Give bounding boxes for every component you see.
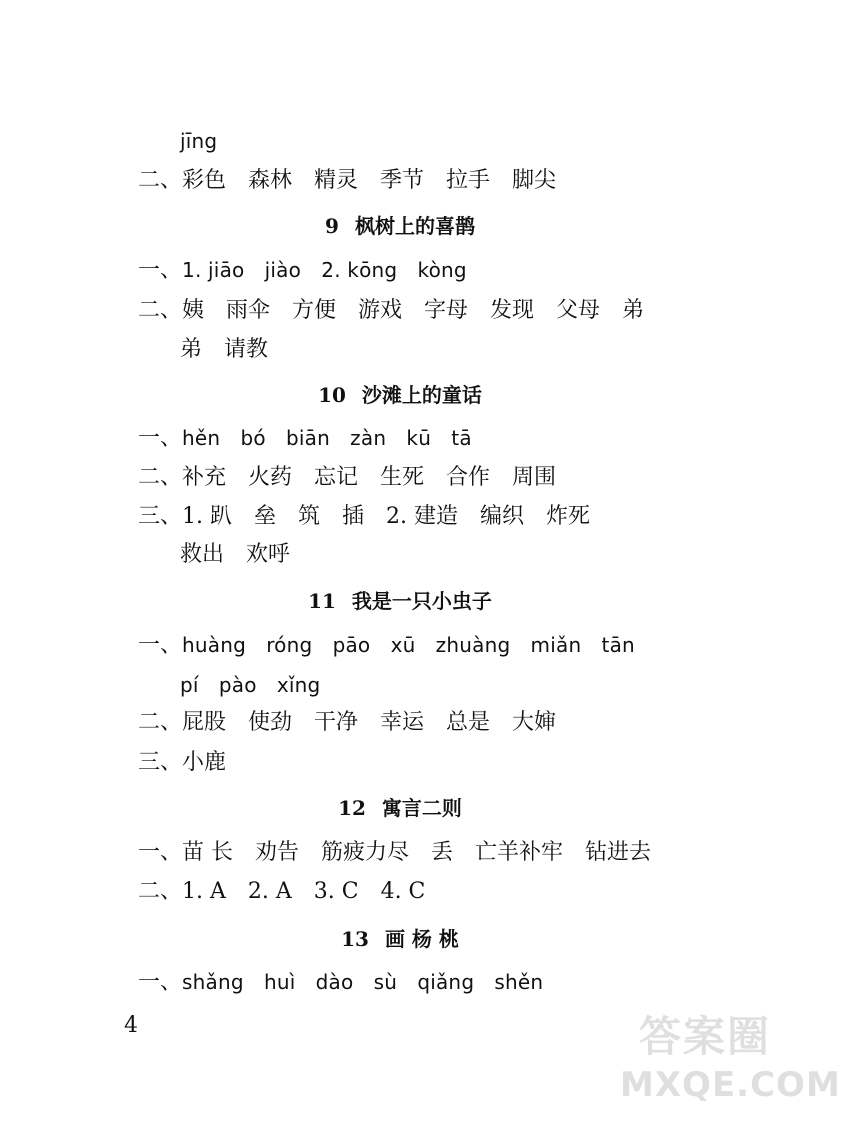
question-label: 一、: [138, 258, 183, 283]
answer-text: 屁股 使劲 干净 幸运 总是 大婶: [182, 710, 557, 735]
question-label: 二、: [138, 879, 183, 904]
question-label: 二、: [138, 710, 183, 735]
answer-line-11-1-cont: pí pào xǐng: [180, 673, 321, 697]
lesson-name: 我是一只小虫子: [351, 589, 492, 613]
watermark-bottom-text: MXQE.COM: [620, 1065, 841, 1105]
lesson-title-11: [0, 587, 800, 615]
pinyin-jing: jīng: [180, 129, 218, 153]
answer-text: huàng róng pāo xū zhuàng miǎn tān: [182, 633, 635, 657]
answer-line-13-1: [138, 967, 543, 998]
question-label: 三、: [138, 750, 183, 775]
answer-line-11-3: [138, 748, 226, 778]
lesson-number: 11: [308, 589, 336, 613]
answer-text: 姨 雨伞 方便 游戏 字母 发现 父母 弟: [182, 298, 645, 323]
question-label: 二、: [138, 168, 183, 193]
question-label: 二、: [138, 298, 183, 323]
answer-text: 1. jiāo jiào 2. kōng kòng: [182, 258, 467, 282]
question-label: 二、: [138, 465, 183, 490]
lesson-title-13: [0, 925, 800, 953]
answer-line-10-1: [138, 423, 472, 454]
lesson-name: 寓言二则: [381, 796, 462, 820]
answer-text: 补充 火药 忘记 生死 合作 周围: [182, 465, 557, 490]
lesson-number: 9: [325, 214, 339, 238]
answer-text: shǎng huì dào sù qiǎng shěn: [182, 970, 544, 994]
answer-line-9-1: [138, 255, 467, 286]
answer-line-colors: [138, 166, 556, 196]
lesson-title-10: [0, 381, 800, 409]
lesson-title-12: [0, 794, 800, 822]
question-label: 一、: [138, 840, 183, 865]
answer-line-12-1: [138, 838, 651, 868]
answer-line-9-2: [138, 296, 644, 326]
answer-text: 小鹿: [182, 750, 227, 775]
watermark-logo: [620, 1012, 841, 1116]
answer-line-10-3-cont: 救出 欢呼: [180, 542, 291, 567]
question-label: 一、: [138, 970, 183, 995]
lesson-name: 画 杨 桃: [384, 927, 459, 951]
answer-text: hěn bó biān zàn kū tā: [182, 426, 472, 450]
lesson-name: 枫树上的喜鹊: [354, 214, 475, 238]
answer-text: 1. A 2. A 3. C 4. C: [182, 879, 426, 904]
lesson-number: 10: [318, 383, 346, 407]
answer-text: 彩色 森林 精灵 季节 拉手 脚尖: [182, 168, 557, 193]
answer-text: 苗 长 劝告 筋疲力尽 丢 亡羊补牢 钻进去: [182, 840, 652, 865]
lesson-title-9: [0, 212, 800, 240]
question-label: 一、: [138, 633, 183, 658]
answer-text: 1. 趴 垒 筑 插 2. 建造 编织 炸死: [182, 504, 590, 529]
lesson-number: 13: [341, 927, 369, 951]
answer-line-11-2: [138, 708, 556, 738]
watermark-top-text: 答案圈: [638, 1012, 771, 1061]
question-label: 一、: [138, 426, 183, 451]
answer-line-10-3: [138, 502, 590, 532]
answer-line-12-2: [138, 877, 425, 907]
page-number: 4: [124, 1013, 138, 1038]
lesson-number: 12: [338, 796, 366, 820]
answer-line-10-2: [138, 463, 556, 493]
answer-line-11-1: [138, 630, 635, 661]
answer-line-9-2-cont: 弟 请教: [180, 337, 269, 362]
lesson-name: 沙滩上的童话: [361, 383, 482, 407]
question-label: 三、: [138, 504, 183, 529]
